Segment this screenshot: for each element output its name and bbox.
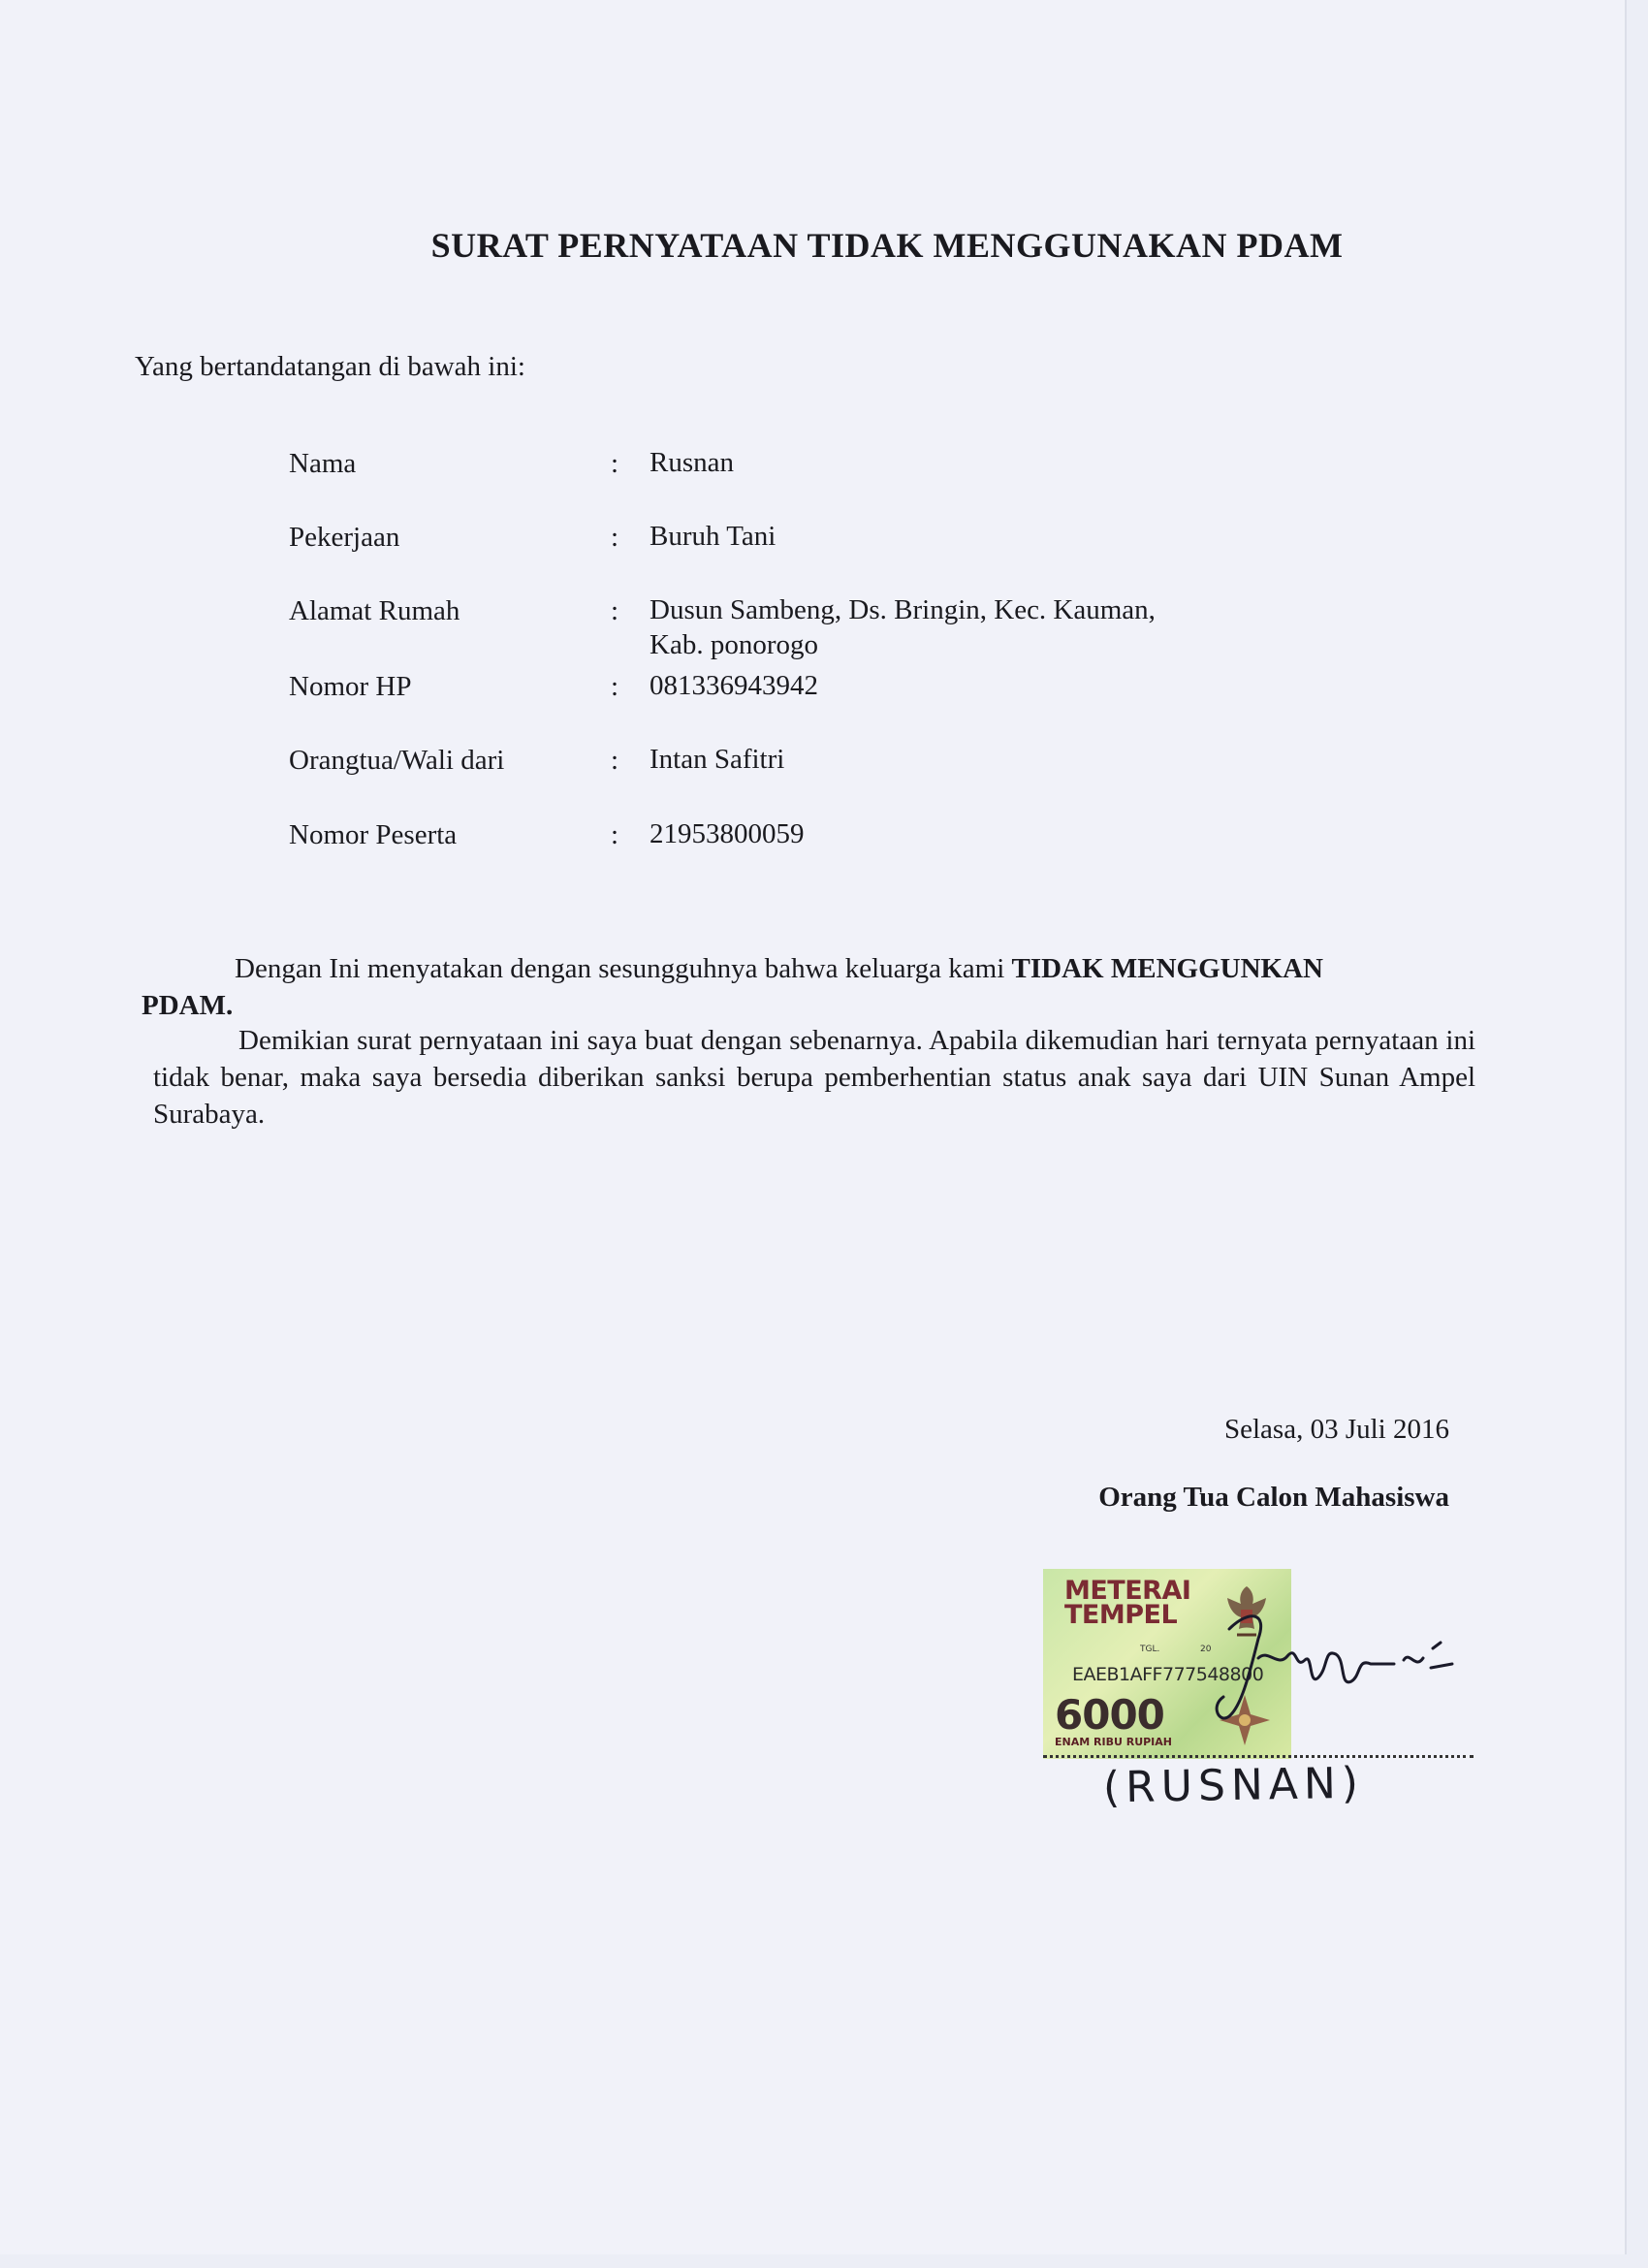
intro-text: Yang bertandatangan di bawah ini: bbox=[135, 351, 525, 382]
field-colon: : bbox=[611, 819, 619, 850]
stamp-year-prefix: 20 bbox=[1200, 1645, 1212, 1654]
field-colon: : bbox=[611, 448, 619, 479]
field-label-alamat: Alamat Rumah bbox=[289, 595, 460, 626]
field-label-pekerjaan: Pekerjaan bbox=[289, 522, 400, 553]
signature-line bbox=[1043, 1755, 1474, 1758]
stamp-nominal-words: ENAM RIBU RUPIAH bbox=[1055, 1736, 1172, 1748]
stamp-line2: TEMPEL bbox=[1064, 1600, 1178, 1630]
field-label-orangtua: Orangtua/Wali dari bbox=[289, 745, 505, 776]
field-value-alamat: Dusun Sambeng, Ds. Bringin, Kec. Kauman, bbox=[650, 594, 1156, 625]
field-label-nomor-peserta: Nomor Peserta bbox=[289, 819, 458, 850]
signatory-role: Orang Tua Calon Mahasiswa bbox=[1098, 1482, 1449, 1513]
field-colon: : bbox=[611, 671, 619, 702]
signing-date: Selasa, 03 Juli 2016 bbox=[1224, 1414, 1449, 1445]
stamp-nominal: 6000 bbox=[1055, 1691, 1164, 1739]
document-title: SURAT PERNYATAAN TIDAK MENGGUNAKAN PDAM bbox=[430, 226, 1344, 265]
field-value-orangtua: Intan Safitri bbox=[650, 744, 785, 775]
statement-paragraph bbox=[142, 950, 1388, 1024]
field-label-nama: Nama bbox=[289, 448, 357, 479]
field-colon: : bbox=[611, 745, 619, 776]
closing-paragraph bbox=[153, 1022, 1475, 1133]
field-colon: : bbox=[611, 595, 619, 626]
field-value-alamat-line2: Kab. ponorogo bbox=[650, 629, 818, 660]
field-value-nomor-peserta: 21953800059 bbox=[650, 818, 805, 849]
field-value-pekerjaan: Buruh Tani bbox=[650, 521, 776, 552]
field-value-nomor-hp: 081336943942 bbox=[650, 670, 818, 701]
printed-signatory-name: (RUSNAN) bbox=[1102, 1758, 1365, 1813]
field-value-nama: Rusnan bbox=[650, 447, 734, 478]
statement-bold: TIDAK MENGGUNKAN bbox=[1011, 953, 1323, 984]
stamp-title bbox=[1064, 1576, 1191, 1630]
field-label-nomor-hp: Nomor HP bbox=[289, 671, 412, 702]
stamp-tgl: TGL. bbox=[1140, 1645, 1160, 1654]
stamp-line1: METERAI bbox=[1064, 1576, 1191, 1606]
closing-text: Demikian surat pernyataan ini saya buat dengan sebenarnya. Apabila dikemudian hari ternyata pernyataan ini tidak benar, maka saya bersedia diberikan sanksi berupa pemberhentian status anak saya dari UIN Sunan Ampel Surabaya. bbox=[153, 1025, 1475, 1130]
statement-bold-continued: PDAM. bbox=[142, 990, 234, 1021]
handwritten-signature bbox=[1190, 1600, 1481, 1745]
stamp-serial: EAEB1AFF777548800 bbox=[1072, 1664, 1264, 1685]
statement-text: Dengan Ini menyatakan dengan sesungguhnya bahwa keluarga kami bbox=[235, 953, 1012, 984]
field-colon: : bbox=[611, 522, 619, 553]
